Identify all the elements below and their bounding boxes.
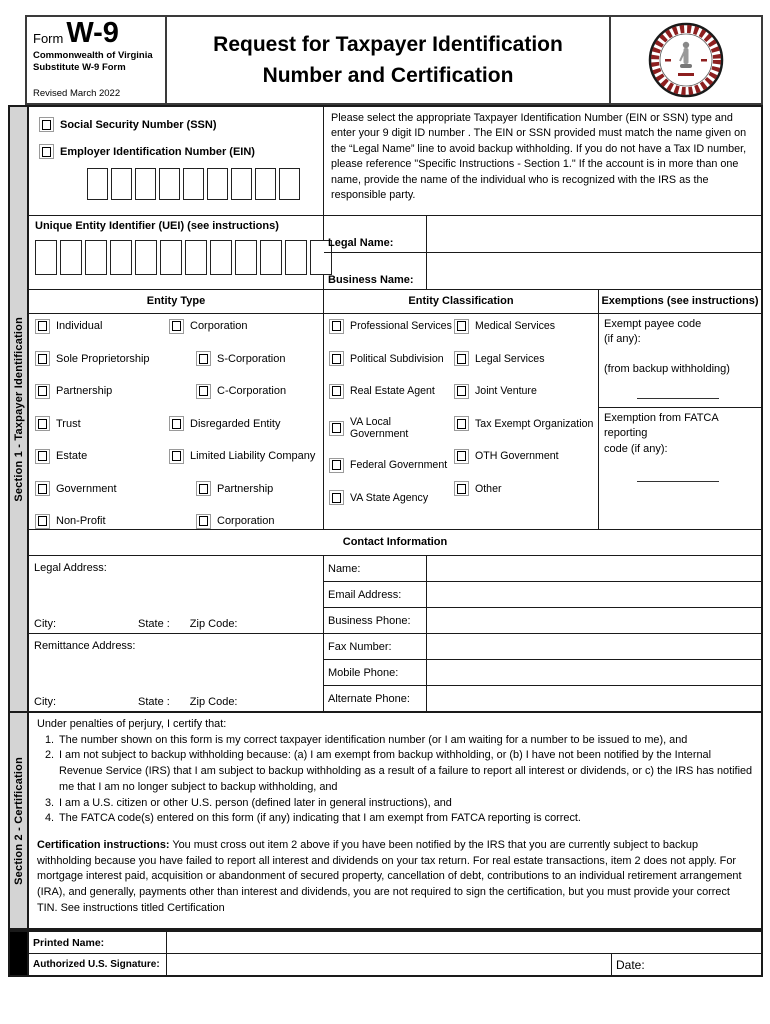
classification-option-label: OTH Government	[475, 450, 559, 462]
state-label: State :	[138, 696, 170, 709]
entity-option-label: Government	[56, 482, 117, 495]
entity-corporation-checkbox[interactable]	[169, 319, 184, 334]
entity-c-corporation-checkbox[interactable]	[196, 384, 211, 399]
remittance-address-cell[interactable]	[29, 634, 323, 711]
class-joint-venture-checkbox[interactable]	[454, 384, 469, 399]
exempt-payee-line: (if any):	[604, 333, 641, 346]
entity-option-label: Estate	[56, 450, 88, 462]
tin-digit-box[interactable]	[207, 168, 228, 200]
classification-option-label: Legal Services	[475, 352, 545, 365]
entity-option-label: Disregarded Entity	[190, 417, 281, 430]
section-1	[8, 105, 763, 713]
title-line-2: Number and Certification	[262, 64, 514, 87]
class-professional-services-checkbox[interactable]	[329, 319, 344, 334]
class-medical-services-checkbox[interactable]	[454, 319, 469, 334]
org-line-1: Commonwealth of Virginia	[33, 49, 153, 61]
entity-option-label: Corporation	[217, 515, 275, 527]
contact-info-header: Contact Information	[29, 530, 761, 557]
certify-item	[37, 733, 753, 749]
certify-item-number: 4.	[45, 812, 55, 825]
uei-box[interactable]	[135, 240, 157, 275]
entity-classification-header: Entity Classification	[324, 290, 598, 314]
entity-option-label: Trust	[56, 417, 81, 430]
entity-individual-checkbox[interactable]	[35, 319, 50, 334]
class-political-subdivision-checkbox[interactable]	[329, 351, 344, 366]
revised-date: Revised March 2022	[33, 88, 121, 99]
form-number: W-9	[66, 17, 119, 49]
entity-option-label: Partnership	[217, 482, 274, 495]
classification-option-label: Political Subdivision	[350, 352, 444, 365]
uei-box[interactable]	[260, 240, 282, 275]
classification-option-label: Tax Exempt Organization	[475, 417, 594, 430]
entity-option-label: Limited Liability Company	[190, 450, 316, 462]
entity-option-label: C-Corporation	[217, 385, 287, 397]
certify-item-number: 2.	[45, 749, 55, 762]
zip-label: Zip Code:	[189, 618, 238, 631]
entity-option-label: Individual	[56, 320, 103, 332]
entity-option-label: Partnership	[56, 385, 113, 397]
section-2	[8, 713, 763, 930]
tin-digit-box[interactable]	[231, 168, 252, 200]
entity-llc-corporation-checkbox[interactable]	[196, 514, 211, 529]
class-other-checkbox[interactable]	[454, 481, 469, 496]
fatca-line: code (if any):	[604, 443, 668, 456]
tin-digit-box[interactable]	[255, 168, 276, 200]
certification-instructions-text: You must cross out item 2 above if you have been notified by the IRS that you are currently subject to backup withholding because you have failed to report all interest and dividends on your tax return. For real estate transactions, item 2 does not apply. For mortgage interest paid, acquisition or abandonment of secured property, cancellation of debt, contributions to an individual retirement arrangement (IRA), and generally, payments other than interest and dividends, you are not required to sign the certification, but you must provide your correct TIN. See instructions titled Certification	[37, 838, 742, 914]
entity-llc-partnership-checkbox[interactable]	[196, 481, 211, 496]
form-id-box	[27, 17, 167, 103]
classification-option-label: VA State Agency	[350, 491, 429, 504]
uei-box[interactable]	[85, 240, 107, 275]
entity-option-label: S-Corporation	[217, 352, 286, 365]
uei-box[interactable]	[60, 240, 82, 275]
printed-name-input[interactable]	[167, 932, 761, 953]
certify-item-text: The number shown on this form is my correct taxpayer identification number (or I am waiting for a number to be issued to me), and	[59, 733, 688, 746]
exempt-payee-code-input[interactable]	[637, 397, 719, 399]
certify-item-text: The FATCA code(s) entered on this form (if any) indicating that I am exempt from FATCA reporting is correct.	[59, 812, 581, 825]
exemptions-header: Exemptions (see instructions)	[599, 290, 761, 314]
uei-box[interactable]	[210, 240, 232, 275]
uei-box[interactable]	[285, 240, 307, 275]
classification-option-label: Other	[475, 482, 502, 495]
state-label: State :	[138, 618, 170, 631]
entity-disregarded-entity-checkbox[interactable]	[169, 416, 184, 431]
legal-name-label: Legal Name:	[324, 216, 427, 252]
classification-option-label: VA Local Government	[350, 416, 409, 440]
entity-s-corporation-checkbox[interactable]	[196, 351, 211, 366]
certification-instructions	[37, 838, 753, 917]
legal-address-label: Legal Address:	[34, 562, 107, 575]
ein-checkbox[interactable]	[39, 144, 54, 159]
section-1-sidebar	[10, 107, 29, 711]
exempt-payee-line: Exempt payee code	[604, 317, 702, 330]
state-input[interactable]	[170, 696, 190, 708]
legal-name-input[interactable]	[427, 216, 761, 252]
title-line-1: Request for Taxpayer Identification	[213, 32, 563, 56]
contact-fax-label: Fax Number:	[324, 634, 427, 659]
entity-type-cell	[29, 290, 324, 529]
certify-item	[37, 748, 753, 795]
date-cell[interactable]	[612, 954, 761, 975]
form-title	[167, 17, 611, 103]
entity-option-label: Sole Proprietorship	[56, 352, 150, 365]
business-name-input[interactable]	[427, 253, 761, 289]
tin-digit-box[interactable]	[183, 168, 204, 200]
tin-type-cell	[29, 107, 324, 215]
exempt-payee-cell	[599, 314, 761, 408]
contact-mobile-phone-label: Mobile Phone:	[324, 660, 427, 685]
perjury-intro: Under penalties of perjury, I certify that:	[37, 718, 227, 730]
uei-label: Unique Entity Identifier (UEI) (see instructions)	[35, 219, 279, 232]
address-block	[29, 556, 324, 711]
contact-alternate-phone-label: Alternate Phone:	[324, 686, 427, 711]
certify-item	[37, 811, 753, 827]
legal-address-cell[interactable]	[29, 556, 323, 634]
entity-sole-proprietorship-checkbox[interactable]	[35, 351, 50, 366]
ein-label: Employer Identification Number (EIN)	[60, 145, 255, 158]
city-label: City:	[34, 618, 56, 631]
exemptions-cell	[599, 290, 761, 529]
city-label: City:	[34, 696, 56, 709]
form-label: Form	[33, 30, 64, 46]
tin-digit-box[interactable]	[159, 168, 180, 200]
city-input[interactable]	[56, 696, 138, 708]
zip-label: Zip Code:	[189, 696, 238, 709]
certify-item-text: I am a U.S. citizen or other U.S. person (defined later in general instructions), and	[59, 796, 452, 809]
ssn-label: Social Security Number (SSN)	[60, 118, 217, 131]
fatca-code-input[interactable]	[637, 480, 719, 482]
signature-block	[8, 930, 763, 977]
tin-digit-box[interactable]	[279, 168, 300, 200]
classification-option-label: Medical Services	[475, 320, 556, 332]
tin-digit-boxes	[87, 168, 323, 200]
certify-item-number: 3.	[45, 796, 55, 809]
contact-name-label: Name:	[324, 556, 427, 581]
entity-partnership-checkbox[interactable]	[35, 384, 50, 399]
ssn-checkbox[interactable]	[39, 117, 54, 132]
entity-estate-checkbox[interactable]	[35, 449, 50, 464]
entity-government-checkbox[interactable]	[35, 481, 50, 496]
entity-option-label: Non-Profit	[56, 515, 106, 527]
entity-option-label: Corporation	[190, 320, 248, 332]
contact-email-input[interactable]	[427, 582, 761, 607]
contact-business-phone-label: Business Phone:	[324, 608, 427, 633]
uei-boxes	[35, 240, 323, 275]
uei-cell	[29, 216, 324, 289]
classification-option-label: Federal Government	[350, 459, 448, 471]
tin-digit-box[interactable]	[87, 168, 108, 200]
certify-item-number: 1.	[45, 733, 55, 746]
classification-option-label: Professional Services	[350, 320, 452, 332]
city-input[interactable]	[56, 618, 138, 630]
signature-sidebar	[10, 932, 29, 975]
class-tax-exempt-org-checkbox[interactable]	[454, 416, 469, 431]
remittance-address-label: Remittance Address:	[34, 640, 136, 653]
entity-classification-cell	[324, 290, 599, 529]
section-2-label: Section 2 - Certification	[12, 756, 25, 885]
entity-type-header: Entity Type	[29, 290, 323, 314]
signature-label: Authorized U.S. Signature:	[29, 954, 167, 975]
tin-digit-box[interactable]	[111, 168, 132, 200]
entity-llc-checkbox[interactable]	[169, 449, 184, 464]
exempt-payee-line: (from backup withholding)	[604, 363, 730, 376]
contact-fax-input[interactable]	[427, 634, 761, 659]
class-legal-services-checkbox[interactable]	[454, 351, 469, 366]
tin-digit-box[interactable]	[135, 168, 156, 200]
class-federal-government-checkbox[interactable]	[329, 458, 344, 473]
contact-email-label: Email Address:	[324, 582, 427, 607]
printed-name-label: Printed Name:	[29, 932, 167, 953]
classification-option-label: Joint Venture	[475, 385, 537, 397]
uei-box[interactable]	[160, 240, 182, 275]
section-2-sidebar	[10, 713, 29, 928]
signature-input[interactable]	[167, 954, 612, 975]
section-1-label: Section 1 - Taxpayer Identification	[12, 316, 25, 502]
virginia-seal-icon	[647, 21, 725, 99]
fatca-line: Exemption from FATCA reporting	[604, 411, 719, 440]
tin-instructions: Please select the appropriate Taxpayer Identification Number (EIN or SSN) type and enter your 9 digit ID number . The EIN or SSN provided must match the name given on the “Legal Name” line to avoid backup withholding. If you do not have a Tax ID number, please reference "Specific Instructions - Section 1." If the account is in more than one name, provide the name of the individual who is recognized with the IRS as the responsible party.	[331, 112, 747, 202]
contact-name-input[interactable]	[427, 556, 761, 581]
uei-box[interactable]	[235, 240, 257, 275]
certify-item-text: I am not subject to backup withholding because: (a) I am exempt from backup withholding, or (b) I have not been notified by the Internal Revenue Service (IRS) that I am subject to backup withholding as a result of a failure to report all interest or dividends, or c) the IRS has notified me that I am no longer subject to backup withholding, and	[59, 749, 753, 793]
uei-box[interactable]	[110, 240, 132, 275]
form-header	[25, 15, 763, 105]
contact-mobile-phone-input[interactable]	[427, 660, 761, 685]
uei-box[interactable]	[35, 240, 57, 275]
class-va-state-agency-checkbox[interactable]	[329, 490, 344, 505]
class-oth-government-checkbox[interactable]	[454, 449, 469, 464]
org-line-2: Substitute W-9 Form	[33, 61, 126, 73]
fatca-cell	[599, 408, 761, 529]
contact-alternate-phone-input[interactable]	[427, 686, 761, 711]
uei-box[interactable]	[185, 240, 207, 275]
entity-non-profit-checkbox[interactable]	[35, 514, 50, 529]
entity-trust-checkbox[interactable]	[35, 416, 50, 431]
contact-business-phone-input[interactable]	[427, 608, 761, 633]
seal-box	[611, 17, 761, 103]
state-input[interactable]	[170, 618, 190, 630]
business-name-label: Business Name:	[324, 253, 427, 289]
certification-instructions-lead: Certification instructions:	[37, 838, 170, 851]
class-va-local-government-checkbox[interactable]	[329, 421, 344, 436]
class-real-estate-agent-checkbox[interactable]	[329, 384, 344, 399]
classification-option-label: Real Estate Agent	[350, 385, 435, 397]
certify-item	[37, 796, 753, 812]
date-label: Date:	[616, 957, 645, 972]
